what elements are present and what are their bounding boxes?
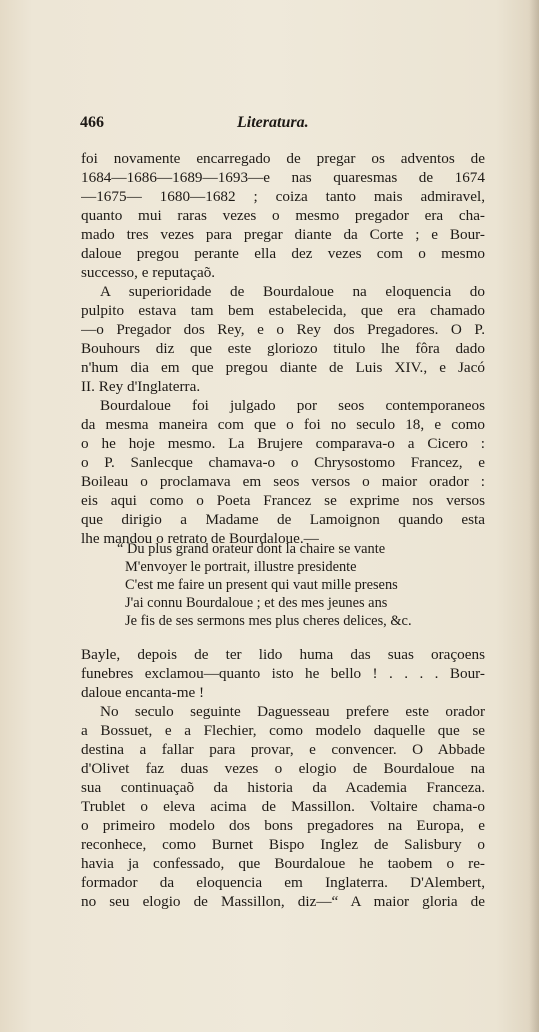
text-line: formador da eloquencia em Inglaterra. D'Alembert,: [81, 874, 485, 891]
body-text-continued: [81, 645, 485, 911]
text-line: n'hum dia em que pregou diante de Luis XIV., e Jacó: [81, 359, 485, 376]
paragraph-start-line: Bourdaloue foi julgado por seos contemporaneos: [100, 397, 485, 414]
text-line: Trublet o eleva acima de Massillon. Voltaire chama-o: [81, 798, 485, 815]
paragraph-start-line: No seculo seguinte Daguesseau prefere este orador: [100, 703, 485, 720]
text-line: II. Rey d'Inglaterra.: [81, 378, 201, 395]
page-edge-shadow: [529, 0, 539, 1032]
text-line: a Bossuet, e a Flechier, como modelo daquelle que se: [81, 722, 485, 739]
text-line: havia ja confessado, que Bourdaloue he taobem o re-: [81, 855, 485, 872]
text-line: da mesma maneira com que o foi no seculo 18, e como: [81, 416, 485, 433]
text-line: sua continuaçaõ da historia da Academia Franceza.: [81, 779, 485, 796]
page-header: [80, 114, 486, 136]
text-line: no seu elogio de Massillon, diz—“ A maior gloria de: [81, 893, 485, 910]
text-line: —o Pregador dos Rey, e o Rey dos Pregadores. O P.: [81, 321, 485, 338]
verse-line: J'ai connu Bourdaloue ; et des mes jeunes ans: [125, 595, 388, 611]
verse-line: “ Du plus grand orateur dont la chaire se vante: [117, 541, 386, 557]
running-title: Literatura.: [237, 114, 309, 131]
page-number: 466: [80, 114, 104, 131]
text-line: daloue encanta-me !: [81, 684, 205, 701]
text-line: pulpito estava tam bem estabelecida, que era chamado: [81, 302, 485, 319]
verse-quotation: [117, 540, 417, 630]
text-line: Boileau o proclamava em seos versos o maior orador :: [81, 473, 485, 490]
text-line: eis aqui como o Poeta Francez se exprime nos versos: [81, 492, 485, 509]
text-line: foi novamente encarregado de pregar os adventos de: [81, 150, 485, 167]
text-line: funebres exclamou—quanto isto he bello ! . . . . Bour-: [81, 665, 485, 682]
verse-line: C'est me faire un present qui vaut mille presens: [125, 577, 398, 593]
text-line: destina a fallar para provar, e convencer. O Abbade: [81, 741, 485, 758]
text-line: 1684—1686—1689—1693—e nas quaresmas de 1674: [81, 169, 485, 186]
text-line: o he hoje mesmo. La Brujere comparava-o a Cicero :: [81, 435, 485, 452]
text-line: reconhece, como Burnet Bispo Inglez de Salisbury o: [81, 836, 485, 853]
body-text: [81, 149, 485, 548]
text-line: Bayle, depois de ter lido huma das suas oraçoens: [81, 646, 485, 663]
text-line: d'Olivet faz duas vezes o elogio de Bourdaloue na: [81, 760, 485, 777]
paragraph-start-line: A superioridade de Bourdaloue na eloquencia do: [100, 283, 485, 300]
verse-line: Je fis de ses sermons mes plus cheres delices, &c.: [125, 613, 412, 629]
text-line: que dirigio a Madame de Lamoignon quando esta: [81, 511, 485, 528]
text-line: daloue pregou perante ella dez vezes com o mesmo: [81, 245, 485, 262]
text-line: o primeiro modelo dos bons pregadores na Europa, e: [81, 817, 485, 834]
verse-line: M'envoyer le portrait, illustre presidente: [125, 559, 357, 575]
text-line: quanto mui raras vezes o mesmo pregador era cha-: [81, 207, 485, 224]
text-line: lhe mandou o retrato de Bourdaloue.—: [81, 530, 319, 547]
text-line: Bouhours diz que este gloriozo titulo lhe fôra dado: [81, 340, 485, 357]
text-line: mado tres vezes para pregar diante da Corte ; e Bour-: [81, 226, 485, 243]
text-line: o P. Sanlecque chamava-o o Chrysostomo Francez, e: [81, 454, 485, 471]
text-line: successo, e reputaçaõ.: [81, 264, 216, 281]
text-line: —1675— 1680—1682 ; coiza tanto mais admiravel,: [81, 188, 485, 205]
